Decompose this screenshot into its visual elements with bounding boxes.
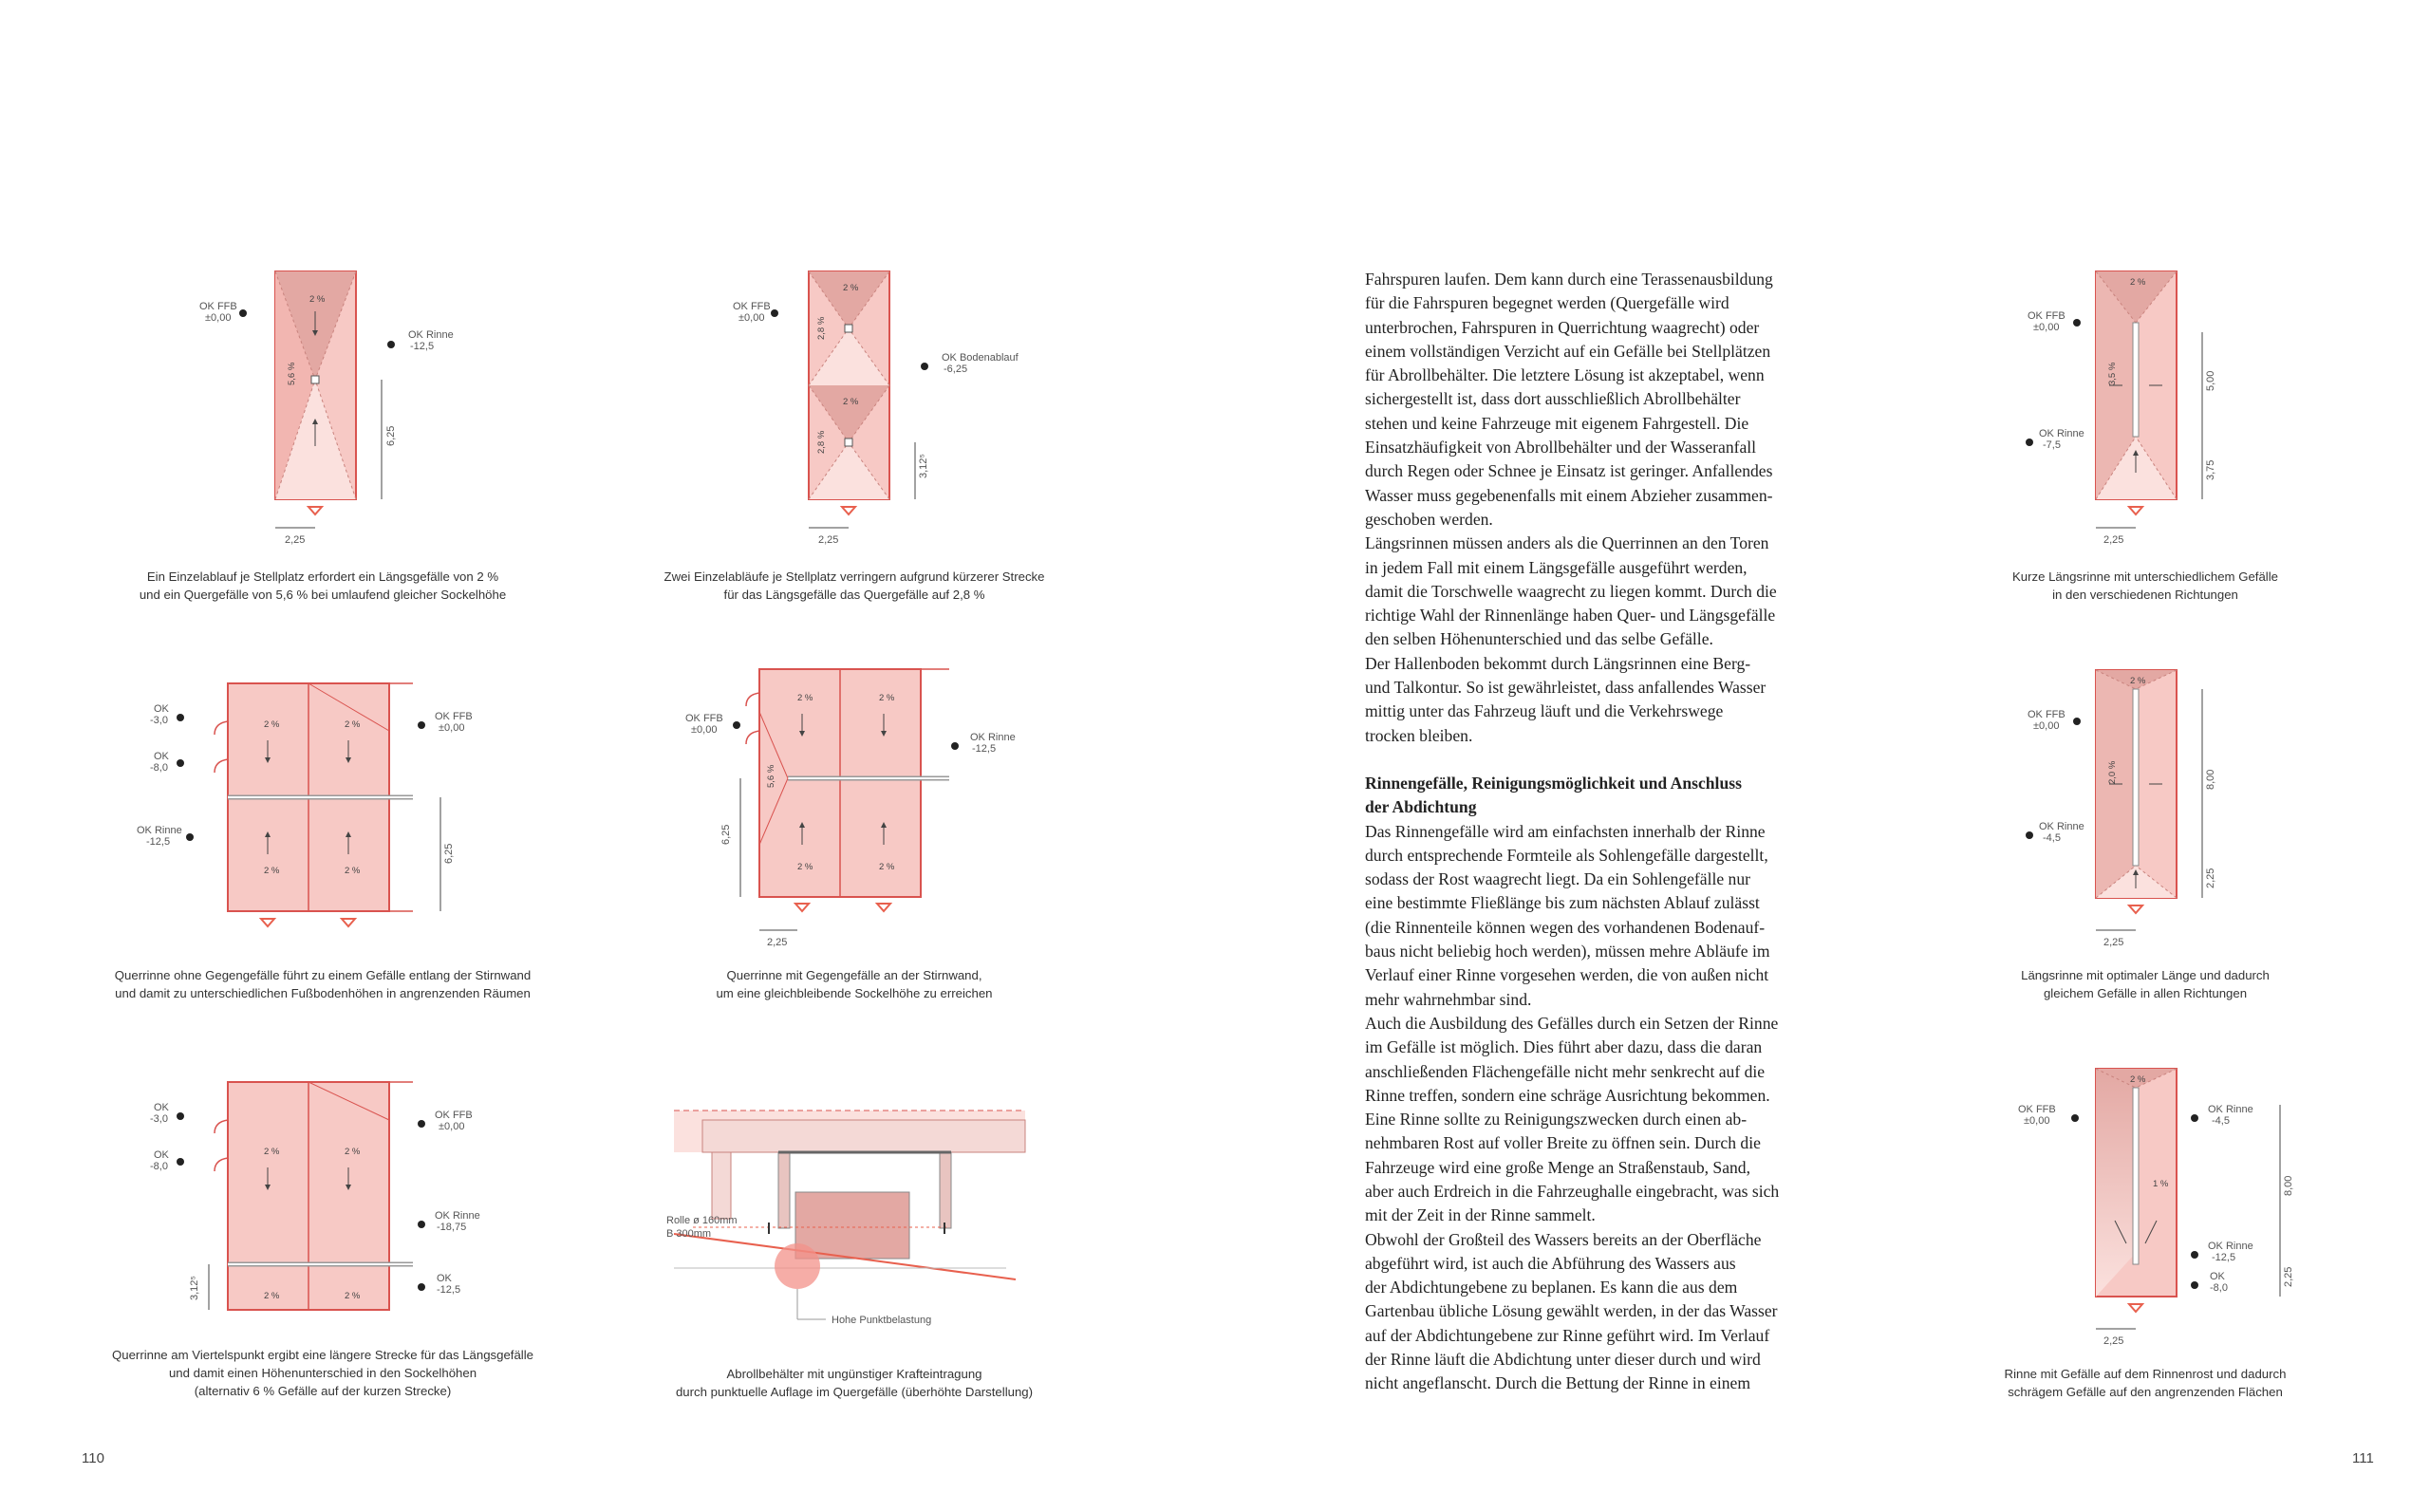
label-ffb-1: OK FFB xyxy=(733,301,771,312)
label-rinne-a: OK Rinne xyxy=(435,1210,480,1222)
paragraph-5 xyxy=(1365,1012,1859,1228)
section-heading xyxy=(1365,772,1859,820)
label-ffb-1: OK FFB xyxy=(199,301,237,312)
label-rinne-a: OK Rinne xyxy=(2039,428,2084,439)
dim-v: 3,12⁵ xyxy=(918,454,929,478)
dim-v: 3,12⁵ xyxy=(189,1276,200,1300)
diagram-abrollbehaelter xyxy=(664,1101,1044,1348)
label-rinne-b: -18,75 xyxy=(437,1222,467,1233)
dim-v1: 8,00 xyxy=(2283,1175,2294,1196)
dim-v2: 2,25 xyxy=(2205,868,2216,888)
text-line: Obwohl der Großteil des Wassers bereits an der Oberfläche xyxy=(1365,1229,1762,1249)
text-line: mit der Zeit in der Rinne sammelt. xyxy=(1365,1205,1596,1225)
text-line: unterbrochen, Fahrspuren in Querrichtung waagrecht) oder xyxy=(1365,317,1760,337)
text-line: sichergestellt ist, dass dort ausschließlich Abrollbehälter xyxy=(1365,389,1741,409)
text-line: aber auch Erdreich in die Fahrzeughalle eingebracht, was sich xyxy=(1365,1181,1780,1201)
caption-figure-8: Längsrinne mit optimaler Länge und dadurch gleichem Gefälle in allen Richtungen xyxy=(2021,968,2270,1000)
text-line: Auch die Ausbildung des Gefälles durch ein Setzen der Rinne xyxy=(1365,1013,1779,1033)
pct-4: 2 % xyxy=(345,866,361,876)
text-line: der Rinne läuft die Abdichtung unter dieser durch und wird xyxy=(1365,1350,1761,1370)
dim-h: 2,25 xyxy=(285,534,306,546)
label-ok1-a: OK xyxy=(154,703,169,715)
label-ffb-b: ±0,00 xyxy=(439,722,465,734)
pct-side: 3,5 % xyxy=(2107,362,2118,385)
text-line: in jedem Fall mit einem Längsgefälle ausgeführt werden, xyxy=(1365,557,1748,577)
dim-h: 2,25 xyxy=(2103,534,2124,546)
text-line: Fahrspuren laufen. Dem kann durch eine Terassenausbildung xyxy=(1365,270,1773,289)
pct-3: 2 % xyxy=(797,862,813,872)
dim-v1: 8,00 xyxy=(2205,769,2216,790)
text-line: abgeführt wird, ist auch die Abführung des Wassers aus xyxy=(1365,1253,1736,1273)
figure-querrinne-ohne-gegengefaelle xyxy=(123,664,503,940)
dim-v2: 3,75 xyxy=(2205,459,2216,480)
figure-zwei-einzelablaeufe xyxy=(664,256,1019,551)
heading-line: der Abdichtung xyxy=(1365,797,1477,817)
label-rinne-top-a: OK Rinne xyxy=(2208,1104,2253,1115)
paragraph-6 xyxy=(1365,1228,1859,1396)
pct-4: 2 % xyxy=(345,1291,361,1301)
dim-h: 2,25 xyxy=(2103,1335,2124,1347)
caption-figure-9: Rinne mit Gefälle auf dem Rinnenrost und dadurch schrägem Gefälle auf den angrenzenden Flächen xyxy=(2004,1367,2287,1399)
diagram-querrinne-mit xyxy=(664,655,1044,959)
label-ok3-b: -12,5 xyxy=(437,1284,461,1296)
text-line: nicht angeflanscht. Durch die Bettung der Rinne in einem xyxy=(1365,1373,1751,1393)
label-rinne-a: OK Rinne xyxy=(137,825,182,836)
pct-2: 2 % xyxy=(345,1147,361,1157)
label-rolle-1: Rolle ø 160mm xyxy=(666,1215,738,1226)
label-ffb-a: OK FFB xyxy=(2028,310,2066,322)
label-hohe: Hohe Punktbelastung xyxy=(832,1315,932,1326)
paragraph-1 xyxy=(1365,268,1859,532)
pct-top: 2 % xyxy=(2130,277,2146,288)
text-line: Verlauf einer Rinne vorgesehen werden, die von außen nicht xyxy=(1365,965,1769,985)
text-line: für die Fahrspuren begegnet werden (Quergefälle wird xyxy=(1365,293,1729,313)
pct-1: 2 % xyxy=(264,1147,280,1157)
label-ok2-a: OK xyxy=(154,751,169,762)
diagram-zwei-einzelablaeufe xyxy=(664,256,1019,551)
figure-querrinne-viertelspunkt xyxy=(123,1063,503,1338)
paragraph-2 xyxy=(1365,532,1859,651)
figure-einzelablauf xyxy=(142,256,454,551)
label-rinne-bot-b: -12,5 xyxy=(2212,1252,2236,1263)
label-ffb-a: OK FFB xyxy=(2018,1104,2056,1115)
label-rolle-2: B 300mm xyxy=(666,1228,712,1240)
caption-figure-5: Querrinne am Viertelspunkt ergibt eine längere Strecke für das Längsgefälle und damit einen Höhenunterschied in den Sockelhöhen (alternativ 6 % Gefälle auf der kurzen Strecke) xyxy=(112,1348,533,1398)
text-line: anschließenden Flächengefälle nicht mehr senkrecht auf die xyxy=(1365,1061,1766,1081)
pct-side: 2,8 % xyxy=(816,316,827,340)
label-ablauf-1: OK Bodenablauf xyxy=(942,352,1019,364)
figure-rinne-gefaelle-rost xyxy=(2003,1054,2307,1357)
diagram-querrinne-ohne xyxy=(123,664,503,940)
pct-1: 2 % xyxy=(797,693,813,703)
pct-2: 2 % xyxy=(345,719,361,730)
text-line: Fahrzeuge wird eine große Menge an Straßenstaub, Sand, xyxy=(1365,1157,1750,1177)
text-line: durch Regen oder Schnee je Einsatz ist geringer. Anfallendes xyxy=(1365,461,1773,481)
pct-side: 5,6 % xyxy=(287,362,297,385)
text-line: im Gefälle ist möglich. Dies führt aber dazu, dass die daran xyxy=(1365,1037,1763,1057)
dim-v: 6,25 xyxy=(443,843,455,864)
caption-figure-2: Zwei Einzelabläufe je Stellplatz verringern aufgrund kürzerer Strecke für das Längsgefälle das Quergefälle auf 2,8 % xyxy=(664,569,1045,602)
label-rinne-top-b: -4,5 xyxy=(2212,1115,2230,1127)
label-ffb-b: ±0,00 xyxy=(691,724,718,736)
label-ok2-a: OK xyxy=(154,1149,169,1161)
figure-kurze-laengsrinne xyxy=(2003,256,2288,551)
dim-v: 6,25 xyxy=(720,824,732,845)
heading-line: Rinnengefälle, Reinigungsmöglichkeit und Anschluss xyxy=(1365,773,1742,793)
text-line: Eine Rinne sollte zu Reinigungszwecken durch einen ab- xyxy=(1365,1110,1748,1129)
text-line: auf der Abdichtungebene zur Rinne geführt wird. Im Verlauf xyxy=(1365,1325,1770,1345)
label-ffb-b: ±0,00 xyxy=(2033,720,2060,732)
text-line: durch entsprechende Formteile als Sohlengefälle dargestellt, xyxy=(1365,845,1768,865)
pct-3: 2 % xyxy=(264,866,280,876)
diagram-kurze-laengsrinne xyxy=(2003,256,2288,551)
label-rinne-b: -12,5 xyxy=(146,836,171,848)
diagram-querrinne-viertel xyxy=(123,1063,503,1338)
text-line: der Abdichtungebene zu beplanen. Es kann die aus dem xyxy=(1365,1278,1738,1297)
diagram-rinne-gefaelle-rost xyxy=(2003,1054,2307,1357)
text-line: baus nicht beliebig hoch werden), müssen mehre Abläufe im xyxy=(1365,942,1770,961)
text-line: Längsrinnen müssen anders als die Querrinnen an den Toren xyxy=(1365,533,1769,553)
caption-figure-1: Ein Einzelablauf je Stellplatz erfordert ein Längsgefälle von 2 % und ein Quergefälle von 5,6 % bei umlaufend gleicher Sockelhöhe xyxy=(139,569,507,602)
label-ffb-b: ±0,00 xyxy=(2024,1115,2050,1127)
label-rinne-b: -7,5 xyxy=(2043,439,2061,451)
label-rinne-bot-a: OK Rinne xyxy=(2208,1241,2253,1252)
diagram-laengsrinne-optimal xyxy=(2003,655,2288,959)
paragraph-3 xyxy=(1365,652,1859,748)
pct-side-2: 2,8 % xyxy=(816,430,827,454)
dim-v: 6,25 xyxy=(385,425,397,446)
text-line: Der Hallenboden bekommt durch Längsrinnen eine Berg- xyxy=(1365,653,1751,673)
text-line: eine bestimmte Fließlänge bis zum nächsten Ablauf zulässt xyxy=(1365,893,1760,913)
text-line: Gartenbau übliche Lösung gewählt werden, in der das Wasser xyxy=(1365,1301,1778,1321)
text-line: geschoben werden. xyxy=(1365,509,1493,529)
pct-3: 2 % xyxy=(264,1291,280,1301)
label-ablauf-2: -6,25 xyxy=(944,364,968,375)
dim-h: 2,25 xyxy=(767,937,788,948)
pct-mid: 1 % xyxy=(2153,1179,2169,1189)
text-line: richtige Wahl der Rinnenlänge haben Quer- und Längsgefälle xyxy=(1365,606,1776,625)
text-line: einem vollständigen Verzicht auf ein Gefälle bei Stellplätzen xyxy=(1365,341,1771,361)
pct-1: 2 % xyxy=(264,719,280,730)
pct-2: 2 % xyxy=(879,693,895,703)
label-ffb-a: OK FFB xyxy=(2028,709,2066,720)
label-ffb-a: OK FFB xyxy=(435,711,473,722)
text-line: mehr wahrnehmbar sind. xyxy=(1365,989,1532,1009)
label-rinne-b: -4,5 xyxy=(2043,832,2061,844)
pct-top: 2 % xyxy=(843,283,859,293)
label-ffb-b: ±0,00 xyxy=(2033,322,2060,333)
text-line: damit die Torschwelle waagrecht zu liegen kommt. Durch die xyxy=(1365,581,1777,601)
text-line: mittig unter das Fahrzeug läuft und die Verkehrswege xyxy=(1365,701,1724,721)
diagram-einzelablauf xyxy=(142,256,454,551)
pct-top: 2 % xyxy=(309,294,326,305)
text-line: und Talkontur. So ist gewährleistet, dass anfallendes Wasser xyxy=(1365,678,1766,698)
label-ffb-2: ±0,00 xyxy=(738,312,765,324)
pct-top-2: 2 % xyxy=(843,397,859,407)
text-line: für Abrollbehälter. Die letztere Lösung ist akzeptabel, wenn xyxy=(1365,365,1765,385)
text-line: Rinne treffen, sondern eine schräge Ausrichtung bekommen. xyxy=(1365,1085,1770,1105)
label-ok1-a: OK xyxy=(154,1102,169,1113)
pct-4: 2 % xyxy=(879,862,895,872)
text-line: (die Rinnenteile können wegen des vorhandenen Bodenauf- xyxy=(1365,917,1766,937)
text-line: Wasser muss gegebenenfalls mit einem Abzieher zusammen- xyxy=(1365,485,1773,505)
label-ok1-b: -3,0 xyxy=(150,1113,168,1125)
label-ffb-a: OK FFB xyxy=(685,713,723,724)
pct-top: 2 % xyxy=(2130,1074,2146,1085)
pct-side: 5,6 % xyxy=(766,764,776,788)
text-line: den selben Höhenunterschied und das selbe Gefälle. xyxy=(1365,629,1713,649)
label-ffb-2: ±0,00 xyxy=(205,312,232,324)
label-rinne-1: OK Rinne xyxy=(408,329,454,341)
figure-abrollbehaelter xyxy=(664,1101,1044,1348)
figure-laengsrinne-optimal xyxy=(2003,655,2288,959)
text-line: sodass der Rost waagrecht liegt. Da ein Sohlengefälle nur xyxy=(1365,869,1751,889)
pct-top: 2 % xyxy=(2130,676,2146,686)
text-line: stehen und keine Fahrzeuge mit eigenem Fahrgestell. Die xyxy=(1365,413,1749,433)
text-line: nehmbaren Rost auf voller Breite zu öffnen sein. Durch die xyxy=(1365,1133,1761,1153)
caption-figure-7: Kurze Längsrinne mit unterschiedlichem Gefälle in den verschiedenen Richtungen xyxy=(2011,569,2278,602)
text-line: trocken bleiben. xyxy=(1365,725,1473,745)
text-line: Einsatzhäufigkeit von Abrollbehälter und der Wasseranfall xyxy=(1365,438,1757,457)
pct-side: 2,0 % xyxy=(2107,760,2118,784)
label-ok2-b: -8,0 xyxy=(150,762,168,774)
label-rinne-2: -12,5 xyxy=(410,341,435,352)
label-rinne-b: -12,5 xyxy=(972,743,997,755)
paragraph-4 xyxy=(1365,820,1859,1012)
page-number-right: 111 xyxy=(2352,1450,2374,1466)
dim-h: 2,25 xyxy=(2103,937,2124,948)
label-ok-a: OK xyxy=(2210,1271,2225,1282)
dim-v2: 2,25 xyxy=(2283,1266,2294,1287)
label-ok-b: -8,0 xyxy=(2210,1282,2228,1294)
label-rinne-a: OK Rinne xyxy=(970,732,1016,743)
body-text xyxy=(1365,268,1859,1396)
caption-figure-6: Abrollbehälter mit ungünstiger Krafteintragung durch punktuelle Auflage im Quergefälle (überhöhte Darstellung) xyxy=(675,1367,1034,1399)
label-ffb-b: ±0,00 xyxy=(439,1121,465,1132)
label-ok3-a: OK xyxy=(437,1273,452,1284)
page-number-left: 110 xyxy=(82,1450,104,1466)
label-ok1-b: -3,0 xyxy=(150,715,168,726)
dim-h: 2,25 xyxy=(818,534,839,546)
figure-querrinne-mit-gegengefaelle xyxy=(664,655,1044,959)
dim-v1: 5,00 xyxy=(2205,370,2216,391)
label-ffb-a: OK FFB xyxy=(435,1110,473,1121)
caption-figure-4: Querrinne mit Gegengefälle an der Stirnwand, um eine gleichbleibende Sockelhöhe zu erreichen xyxy=(716,968,993,1000)
label-rinne-a: OK Rinne xyxy=(2039,821,2084,832)
caption-figure-3: Querrinne ohne Gegengefälle führt zu einem Gefälle entlang der Stirnwand und damit zu unterschiedlichen Fußbodenhöhen in angrenzenden Räumen xyxy=(114,968,532,1000)
text-line: Das Rinnengefälle wird am einfachsten innerhalb der Rinne xyxy=(1365,821,1766,841)
label-ok2-b: -8,0 xyxy=(150,1161,168,1172)
